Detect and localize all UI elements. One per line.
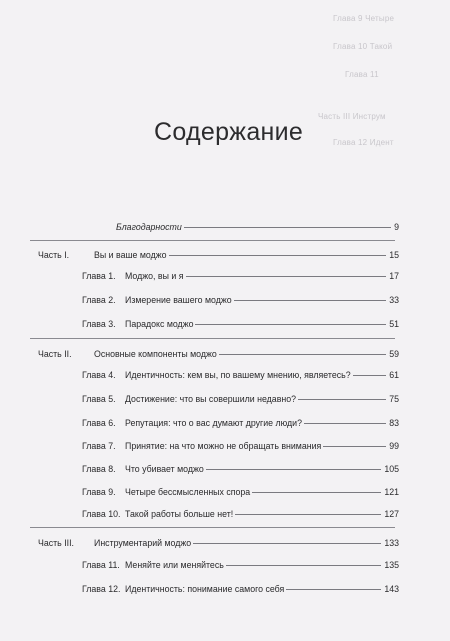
chapter-label: Глава 8. — [82, 464, 116, 474]
chapter-title: Меняйте или меняйтесь — [125, 560, 224, 570]
toc-page-number: 99 — [389, 441, 399, 451]
bleed-text: Глава 10 Такой — [333, 42, 393, 51]
chapter-title: Репутация: что о вас думают другие люди? — [125, 418, 302, 428]
section-divider — [30, 338, 395, 339]
chapter-title: Такой работы больше нет! — [125, 509, 234, 519]
chapter-title: Идентичность: понимание самого себя — [125, 584, 285, 594]
toc-page-number: 133 — [384, 538, 399, 548]
bleed-text: Глава 11 — [345, 70, 379, 79]
dot-leader — [226, 565, 382, 566]
chapter-label: Глава 4. — [82, 370, 116, 380]
toc-chapter-8[interactable] — [82, 464, 399, 474]
toc-page-number: 83 — [389, 418, 399, 428]
toc-page-number: 127 — [384, 509, 399, 519]
chapter-title: Четыре бессмысленных спора — [125, 487, 251, 497]
chapter-title: Что убивает моджо — [125, 464, 204, 474]
part-title: Основные компоненты моджо — [94, 349, 217, 359]
toc-chapter-9[interactable] — [82, 487, 399, 497]
toc-chapter-10[interactable] — [82, 509, 399, 519]
part-title: Вы и ваше моджо — [94, 250, 167, 260]
chapter-label: Глава 10. — [82, 509, 121, 519]
chapter-title: Достижение: что вы совершили недавно? — [125, 394, 297, 404]
chapter-label: Глава 1. — [82, 271, 116, 281]
toc-chapter-2[interactable] — [82, 295, 399, 305]
section-divider — [30, 240, 395, 241]
dot-leader — [234, 300, 387, 301]
toc-part-1[interactable] — [38, 250, 399, 260]
chapter-label: Глава 7. — [82, 441, 116, 451]
dot-leader — [169, 255, 387, 256]
chapter-title: Моджо, вы и я — [125, 271, 184, 281]
toc-page-number: 135 — [384, 560, 399, 570]
chapter-label: Глава 11. — [82, 560, 120, 570]
dot-leader — [235, 514, 381, 515]
toc-page-number: 33 — [389, 295, 399, 305]
toc-entry-acknowledgments[interactable] — [116, 222, 399, 232]
chapter-label: Глава 5. — [82, 394, 116, 404]
dot-leader — [353, 375, 387, 376]
toc-page-number: 51 — [389, 319, 399, 329]
toc-page-number: 121 — [384, 487, 399, 497]
dot-leader — [193, 543, 381, 544]
page-title: Содержание — [154, 118, 304, 146]
chapter-title: Парадокс моджо — [125, 319, 194, 329]
bleed-text: Часть III Инструм — [318, 112, 386, 121]
toc-page-number: 59 — [389, 349, 399, 359]
toc-part-2[interactable] — [38, 349, 399, 359]
toc-page-number: 9 — [394, 222, 399, 232]
toc-chapter-1[interactable] — [82, 271, 399, 281]
toc-part-3[interactable] — [38, 538, 399, 548]
chapter-label: Глава 6. — [82, 418, 116, 428]
dot-leader — [304, 423, 386, 424]
section-divider — [30, 527, 395, 528]
toc-chapter-6[interactable] — [82, 418, 399, 428]
dot-leader — [219, 354, 386, 355]
toc-page-number: 17 — [389, 271, 399, 281]
toc-chapter-11[interactable] — [82, 560, 399, 570]
chapter-title: Измерение вашего моджо — [125, 295, 232, 305]
toc-page-number: 105 — [384, 464, 399, 474]
bleed-text: Глава 9 Четыре — [333, 14, 395, 23]
toc-chapter-4[interactable] — [82, 370, 399, 380]
dot-leader — [186, 276, 387, 277]
toc-chapter-12[interactable] — [82, 584, 399, 594]
bleed-text: Глава 12 Идент — [333, 138, 394, 147]
part-label: Часть I. — [38, 250, 70, 260]
chapter-label: Глава 12. — [82, 584, 121, 594]
toc-chapter-3[interactable] — [82, 319, 399, 329]
toc-page-number: 143 — [384, 584, 399, 594]
chapter-label: Глава 3. — [82, 319, 116, 329]
part-label: Часть III. — [38, 538, 74, 548]
dot-leader — [323, 446, 386, 447]
toc-chapter-7[interactable] — [82, 441, 399, 451]
dot-leader — [252, 492, 381, 493]
toc-page-number: 61 — [389, 370, 399, 380]
toc-page-number: 15 — [389, 250, 399, 260]
dot-leader — [286, 589, 381, 590]
chapter-label: Глава 2. — [82, 295, 116, 305]
chapter-title: Идентичность: кем вы, по вашему мнению, являетесь? — [125, 370, 351, 380]
dot-leader — [195, 324, 386, 325]
dot-leader — [184, 227, 391, 228]
toc-entry-title: Благодарности — [116, 222, 182, 232]
chapter-title: Принятие: на что можно не обращать внимания — [125, 441, 322, 451]
chapter-label: Глава 9. — [82, 487, 116, 497]
part-title: Инструментарий моджо — [94, 538, 192, 548]
toc-page-number: 75 — [389, 394, 399, 404]
dot-leader — [206, 469, 382, 470]
part-label: Часть II. — [38, 349, 72, 359]
toc-chapter-5[interactable] — [82, 394, 399, 404]
dot-leader — [298, 399, 386, 400]
